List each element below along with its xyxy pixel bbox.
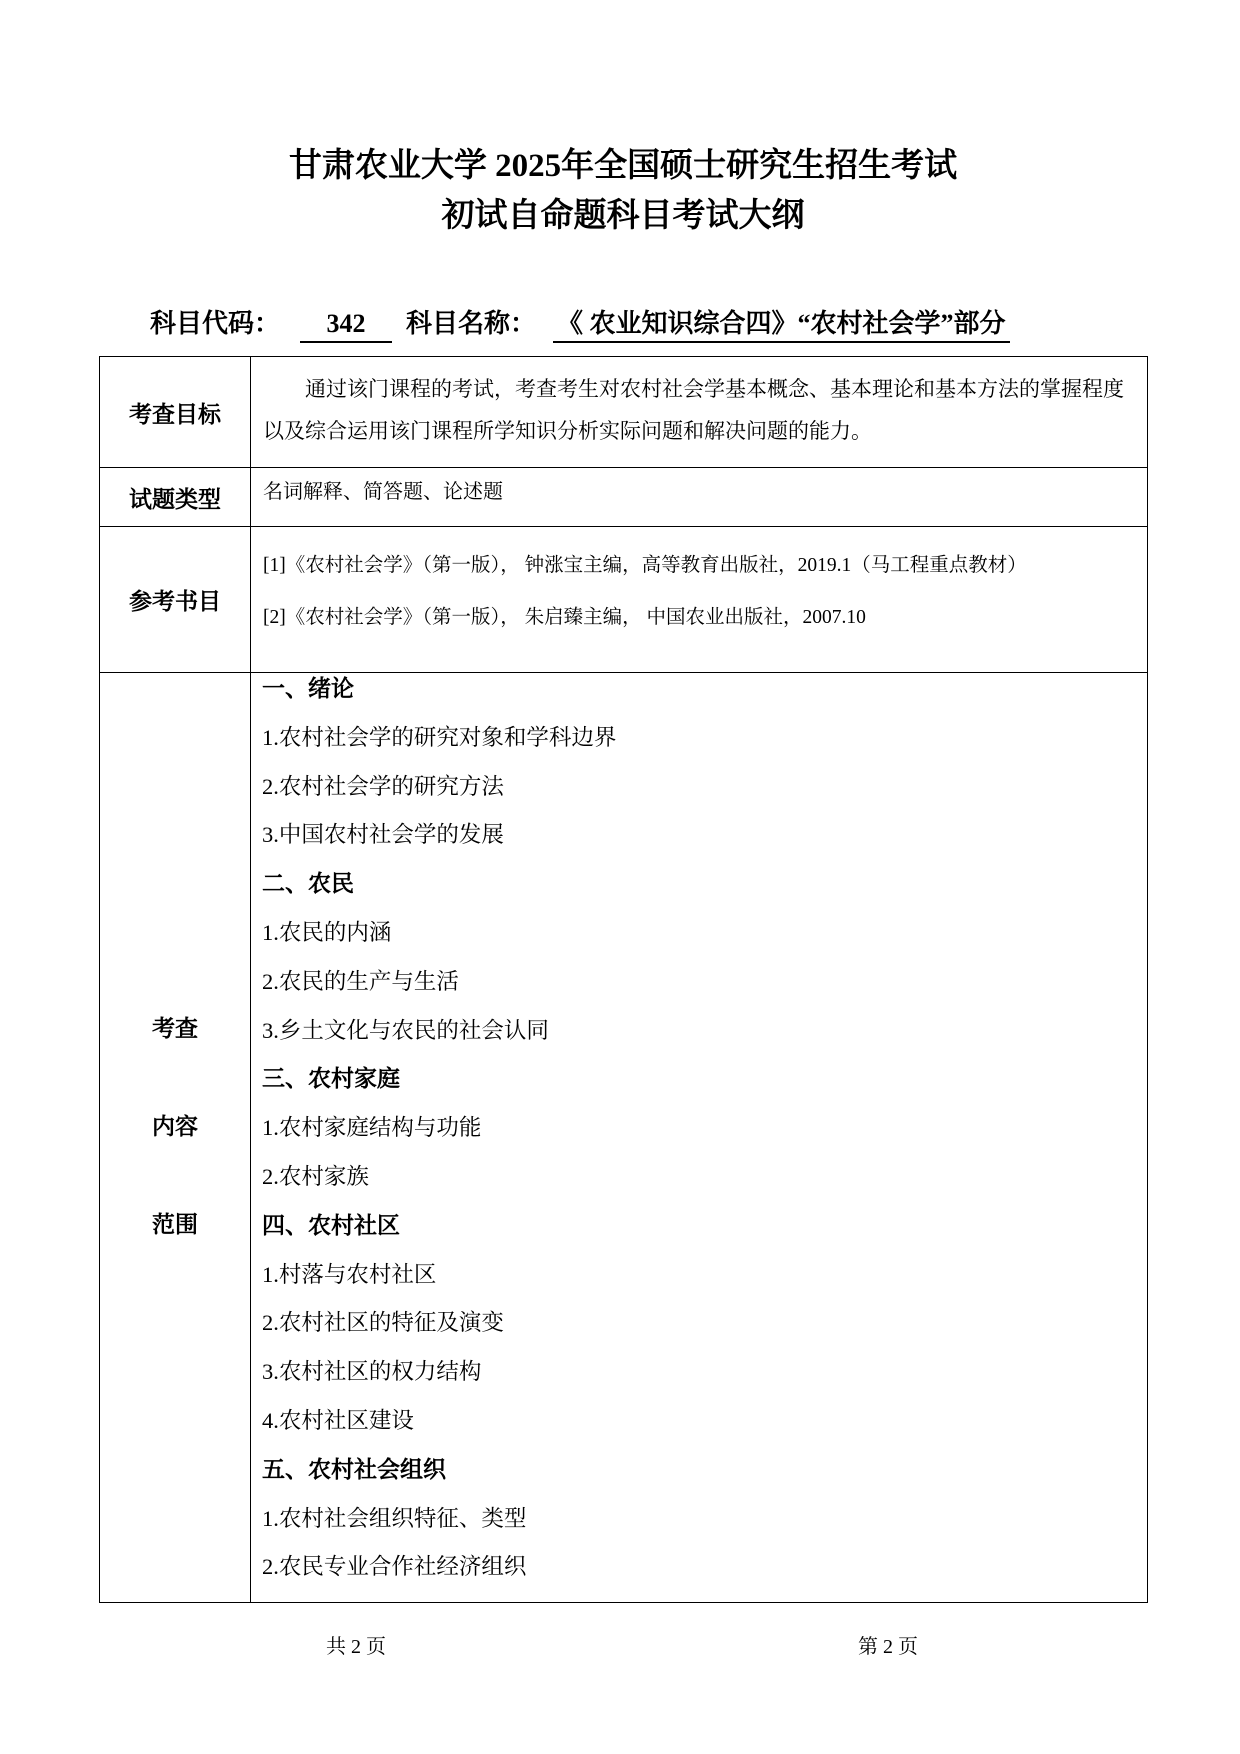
- scope-cell: [251, 673, 1148, 1603]
- section-heading: 二、农民: [262, 871, 354, 897]
- document-title: 甘肃农业大学 2025年全国硕士研究生招生考试: [288, 148, 958, 184]
- references-row: [100, 527, 1148, 673]
- question-types-label: 试题类型: [100, 468, 251, 527]
- scope-list: [251, 673, 1147, 1600]
- section-item: 1.农村社会组织特征、类型: [262, 1505, 527, 1531]
- subject-code: 342: [300, 307, 392, 343]
- question-types-text: 名词解释、简答题、论述题: [263, 481, 503, 503]
- section-item: 1.农村家庭结构与功能: [262, 1115, 482, 1141]
- objective-cell: [251, 357, 1148, 468]
- subject-line: [150, 304, 1010, 348]
- question-types-cell: [251, 468, 1148, 527]
- section-item: 2.农民的生产与生活: [262, 968, 459, 994]
- section-item: 2.农民专业合作社经济组织: [262, 1554, 527, 1580]
- reference-list: [251, 527, 1147, 644]
- section-item: 2.农村社会学的研究方法: [262, 773, 504, 799]
- objective-label: 考查目标: [100, 357, 251, 468]
- subject-code-label: 科目代码：: [150, 309, 281, 338]
- objective-text: 通过该门课程的考试，考查考生对农村社会学基本概念、基本理论和基本方法的掌握程度以及综合运用该门课程所学知识分析实际问题和解决问题的能力。: [263, 377, 1124, 443]
- footer-page-number: 第 2 页: [858, 1636, 918, 1658]
- scope-label-part: 内容: [152, 1113, 198, 1139]
- syllabus-table: [99, 356, 1148, 1603]
- footer-total-pages: 共 2 页: [326, 1636, 386, 1658]
- objective-row: [100, 357, 1148, 468]
- section-item: 2.农村家族: [262, 1163, 369, 1189]
- references-cell: [251, 527, 1148, 673]
- subject-name-label: 科目名称：: [406, 309, 537, 338]
- question-types-row: [100, 468, 1148, 527]
- scope-label-part: 范围: [152, 1211, 198, 1237]
- section-heading: 四、农村社区: [262, 1212, 400, 1238]
- scope-label: [100, 980, 250, 1296]
- section-item: 3.农村社区的权力结构: [262, 1359, 482, 1385]
- section-heading: 五、农村社会组织: [262, 1456, 446, 1482]
- section-heading: 一、绪论: [262, 676, 354, 701]
- section-item: 1.农村社会学的研究对象和学科边界: [262, 724, 617, 750]
- reference-item: [1]《农村社会学》（第一版）， 钟涨宝主编，高等教育出版社，2019.1（马工程重点教材）: [263, 555, 1027, 576]
- section-item: 2.农村社区的特征及演变: [262, 1310, 504, 1336]
- subject-name: 《 农业知识综合四》“农村社会学”部分: [553, 307, 1010, 343]
- scope-label-part: 考查: [152, 1015, 198, 1041]
- section-item: 3.乡土文化与农民的社会认同: [262, 1017, 549, 1043]
- scope-label-cell: [100, 673, 251, 1603]
- section-heading: 三、农村家庭: [262, 1066, 400, 1092]
- reference-item: [2]《农村社会学》（第一版）， 朱启臻主编， 中国农业出版社，2007.10: [263, 607, 866, 628]
- section-item: 1.农民的内涵: [262, 919, 392, 945]
- scope-row: [100, 673, 1148, 1603]
- references-label: 参考书目: [100, 527, 251, 673]
- section-item: 1.村落与农村社区: [262, 1261, 437, 1287]
- section-item: 3.中国农村社会学的发展: [262, 822, 504, 848]
- document-subtitle: 初试自命题科目考试大纲: [441, 198, 805, 234]
- section-item: 4.农村社区建设: [262, 1407, 414, 1433]
